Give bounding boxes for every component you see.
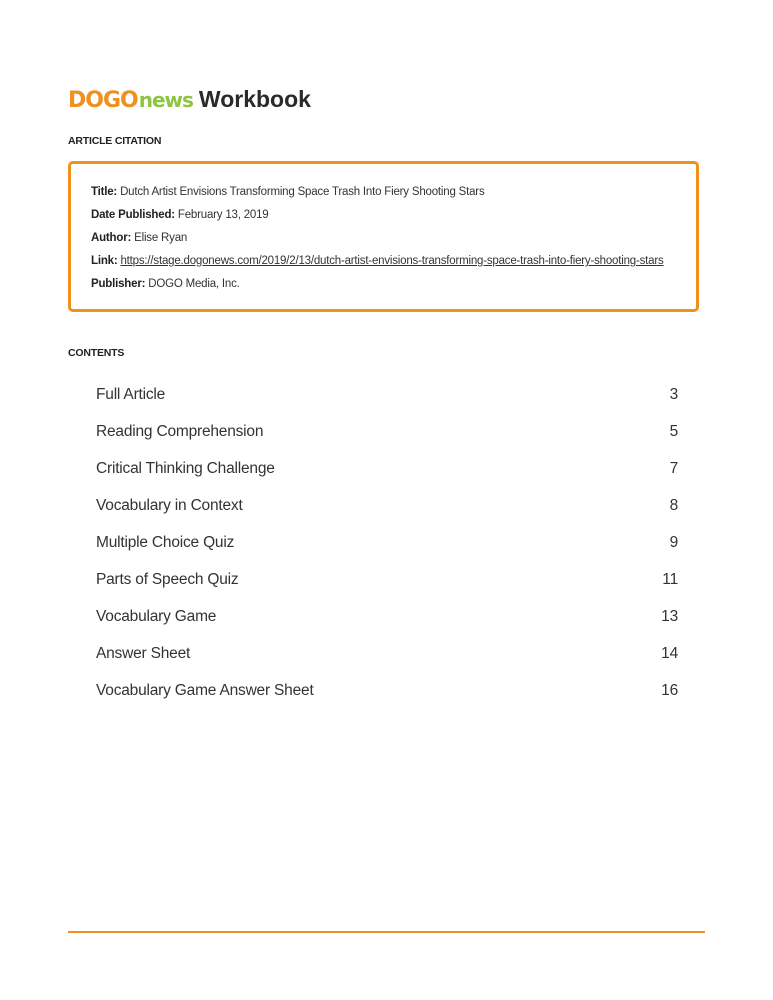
citation-title-label: Title: [91, 186, 118, 198]
toc-row-vocabulary-in-context [96, 487, 678, 524]
toc-item-page: 14 [661, 644, 678, 662]
citation-publisher-label: Publisher: [91, 278, 146, 290]
toc-row-critical-thinking [96, 450, 678, 487]
toc-item-label: Reading Comprehension [96, 422, 264, 440]
toc-item-page: 8 [669, 496, 678, 514]
toc-item-page: 3 [669, 385, 678, 403]
toc-item-label: Vocabulary in Context [96, 496, 243, 514]
citation-link-label: Link: [91, 255, 118, 267]
toc-item-page: 5 [669, 422, 678, 440]
article-citation-heading: ARTICLE CITATION [68, 135, 162, 147]
citation-author-row [91, 232, 187, 244]
toc-row-multiple-choice-quiz [96, 524, 678, 561]
toc-row-answer-sheet [96, 635, 678, 672]
toc-row-full-article [96, 376, 678, 413]
toc-row-vocabulary-game [96, 598, 678, 635]
toc-item-page: 9 [669, 533, 678, 551]
citation-publisher-value: DOGO Media, Inc. [148, 278, 240, 290]
toc-item-label: Answer Sheet [96, 644, 191, 662]
toc-item-page: 13 [661, 607, 678, 625]
citation-link[interactable]: https://stage.dogonews.com/2019/2/13/dutch-artist-envisions-transforming-space-trash-into-fiery-shooting-stars [120, 255, 664, 267]
toc-row-reading-comprehension [96, 413, 678, 450]
toc-item-label: Multiple Choice Quiz [96, 533, 235, 551]
citation-author-value: Elise Ryan [134, 232, 188, 244]
citation-date-label: Date Published: [91, 209, 175, 221]
toc-item-page: 7 [669, 459, 678, 477]
toc-row-parts-of-speech-quiz [96, 561, 678, 598]
toc-item-label: Parts of Speech Quiz [96, 570, 239, 588]
toc-item-page: 11 [662, 570, 678, 588]
citation-box [68, 161, 699, 312]
toc-item-page: 16 [661, 681, 678, 699]
footer-divider [68, 931, 705, 933]
workbook-header [68, 86, 311, 113]
citation-date-value: February 13, 2019 [177, 209, 269, 221]
citation-author-label: Author: [91, 232, 132, 244]
citation-title-row [91, 186, 485, 198]
toc-item-label: Vocabulary Game [96, 607, 217, 625]
page-title: Workbook [198, 86, 311, 112]
toc-row-vocabulary-game-answer-sheet [96, 672, 678, 709]
citation-link-row [91, 255, 664, 267]
citation-date-row [91, 209, 268, 221]
toc-item-label: Full Article [96, 385, 166, 403]
toc-item-label: Critical Thinking Challenge [96, 459, 275, 477]
logo-dogo-text: DOGO [68, 88, 138, 113]
contents-heading: CONTENTS [68, 347, 125, 359]
table-of-contents [96, 376, 678, 709]
toc-item-label: Vocabulary Game Answer Sheet [96, 681, 314, 699]
citation-publisher-row [91, 278, 240, 290]
citation-title-value: Dutch Artist Envisions Transforming Space Trash Into Fiery Shooting Stars [120, 186, 485, 198]
logo-news-text: news [138, 88, 193, 112]
